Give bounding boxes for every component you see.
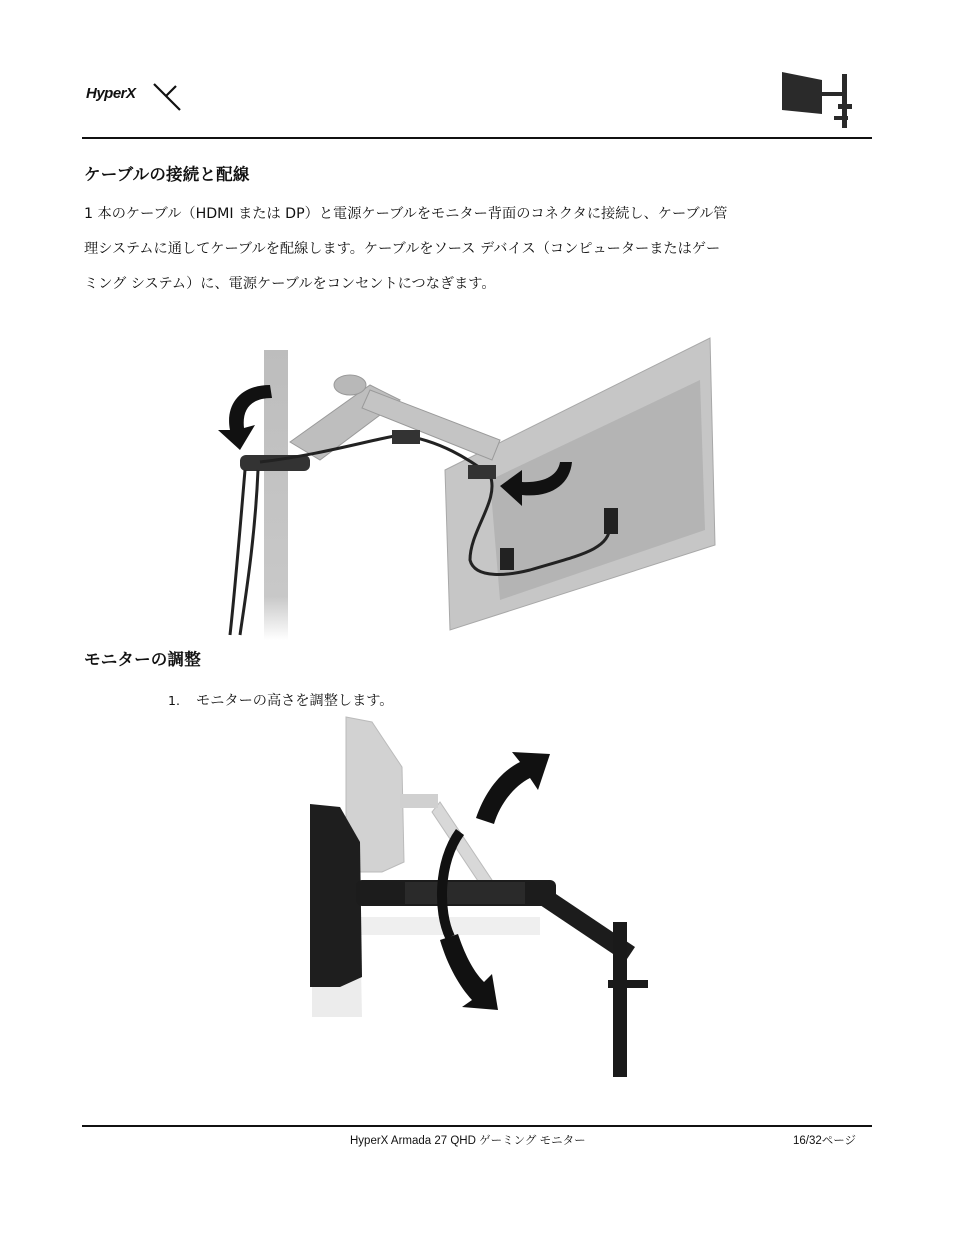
section-title-adjust: モニターの調整: [84, 650, 201, 669]
step-text: モニターの高さを調整します。: [196, 693, 394, 709]
page-number: 16/32ページ: [793, 1135, 857, 1147]
list-item: [168, 690, 394, 710]
footer-title: HyperX Armada 27 QHD ゲーミング モニター: [350, 1135, 586, 1147]
body-line: 理システムに通してケーブルを配線します。ケーブルをソース デバイス（コンピューターまたはゲー: [84, 241, 721, 257]
step-number: 1.: [168, 693, 180, 708]
header-rule: [82, 137, 872, 139]
hyperx-logo: [84, 80, 184, 114]
body-line: 1 本のケーブル（HDMI または DP）と電源ケーブルをモニター背面のコネクタに接続し、ケーブル管: [84, 206, 728, 222]
section-body-cable: [84, 197, 874, 302]
hyperx-logo-text: HyperX: [86, 85, 136, 102]
cable-routing-illustration: [200, 330, 730, 640]
monitor-arm-icon: [778, 70, 862, 128]
section-title-cable: ケーブルの接続と配線: [84, 165, 250, 184]
height-adjust-illustration: [300, 712, 660, 1077]
body-line: ミング システム）に、電源ケーブルをコンセントにつなぎます。: [84, 276, 496, 292]
footer-rule: [82, 1125, 872, 1127]
